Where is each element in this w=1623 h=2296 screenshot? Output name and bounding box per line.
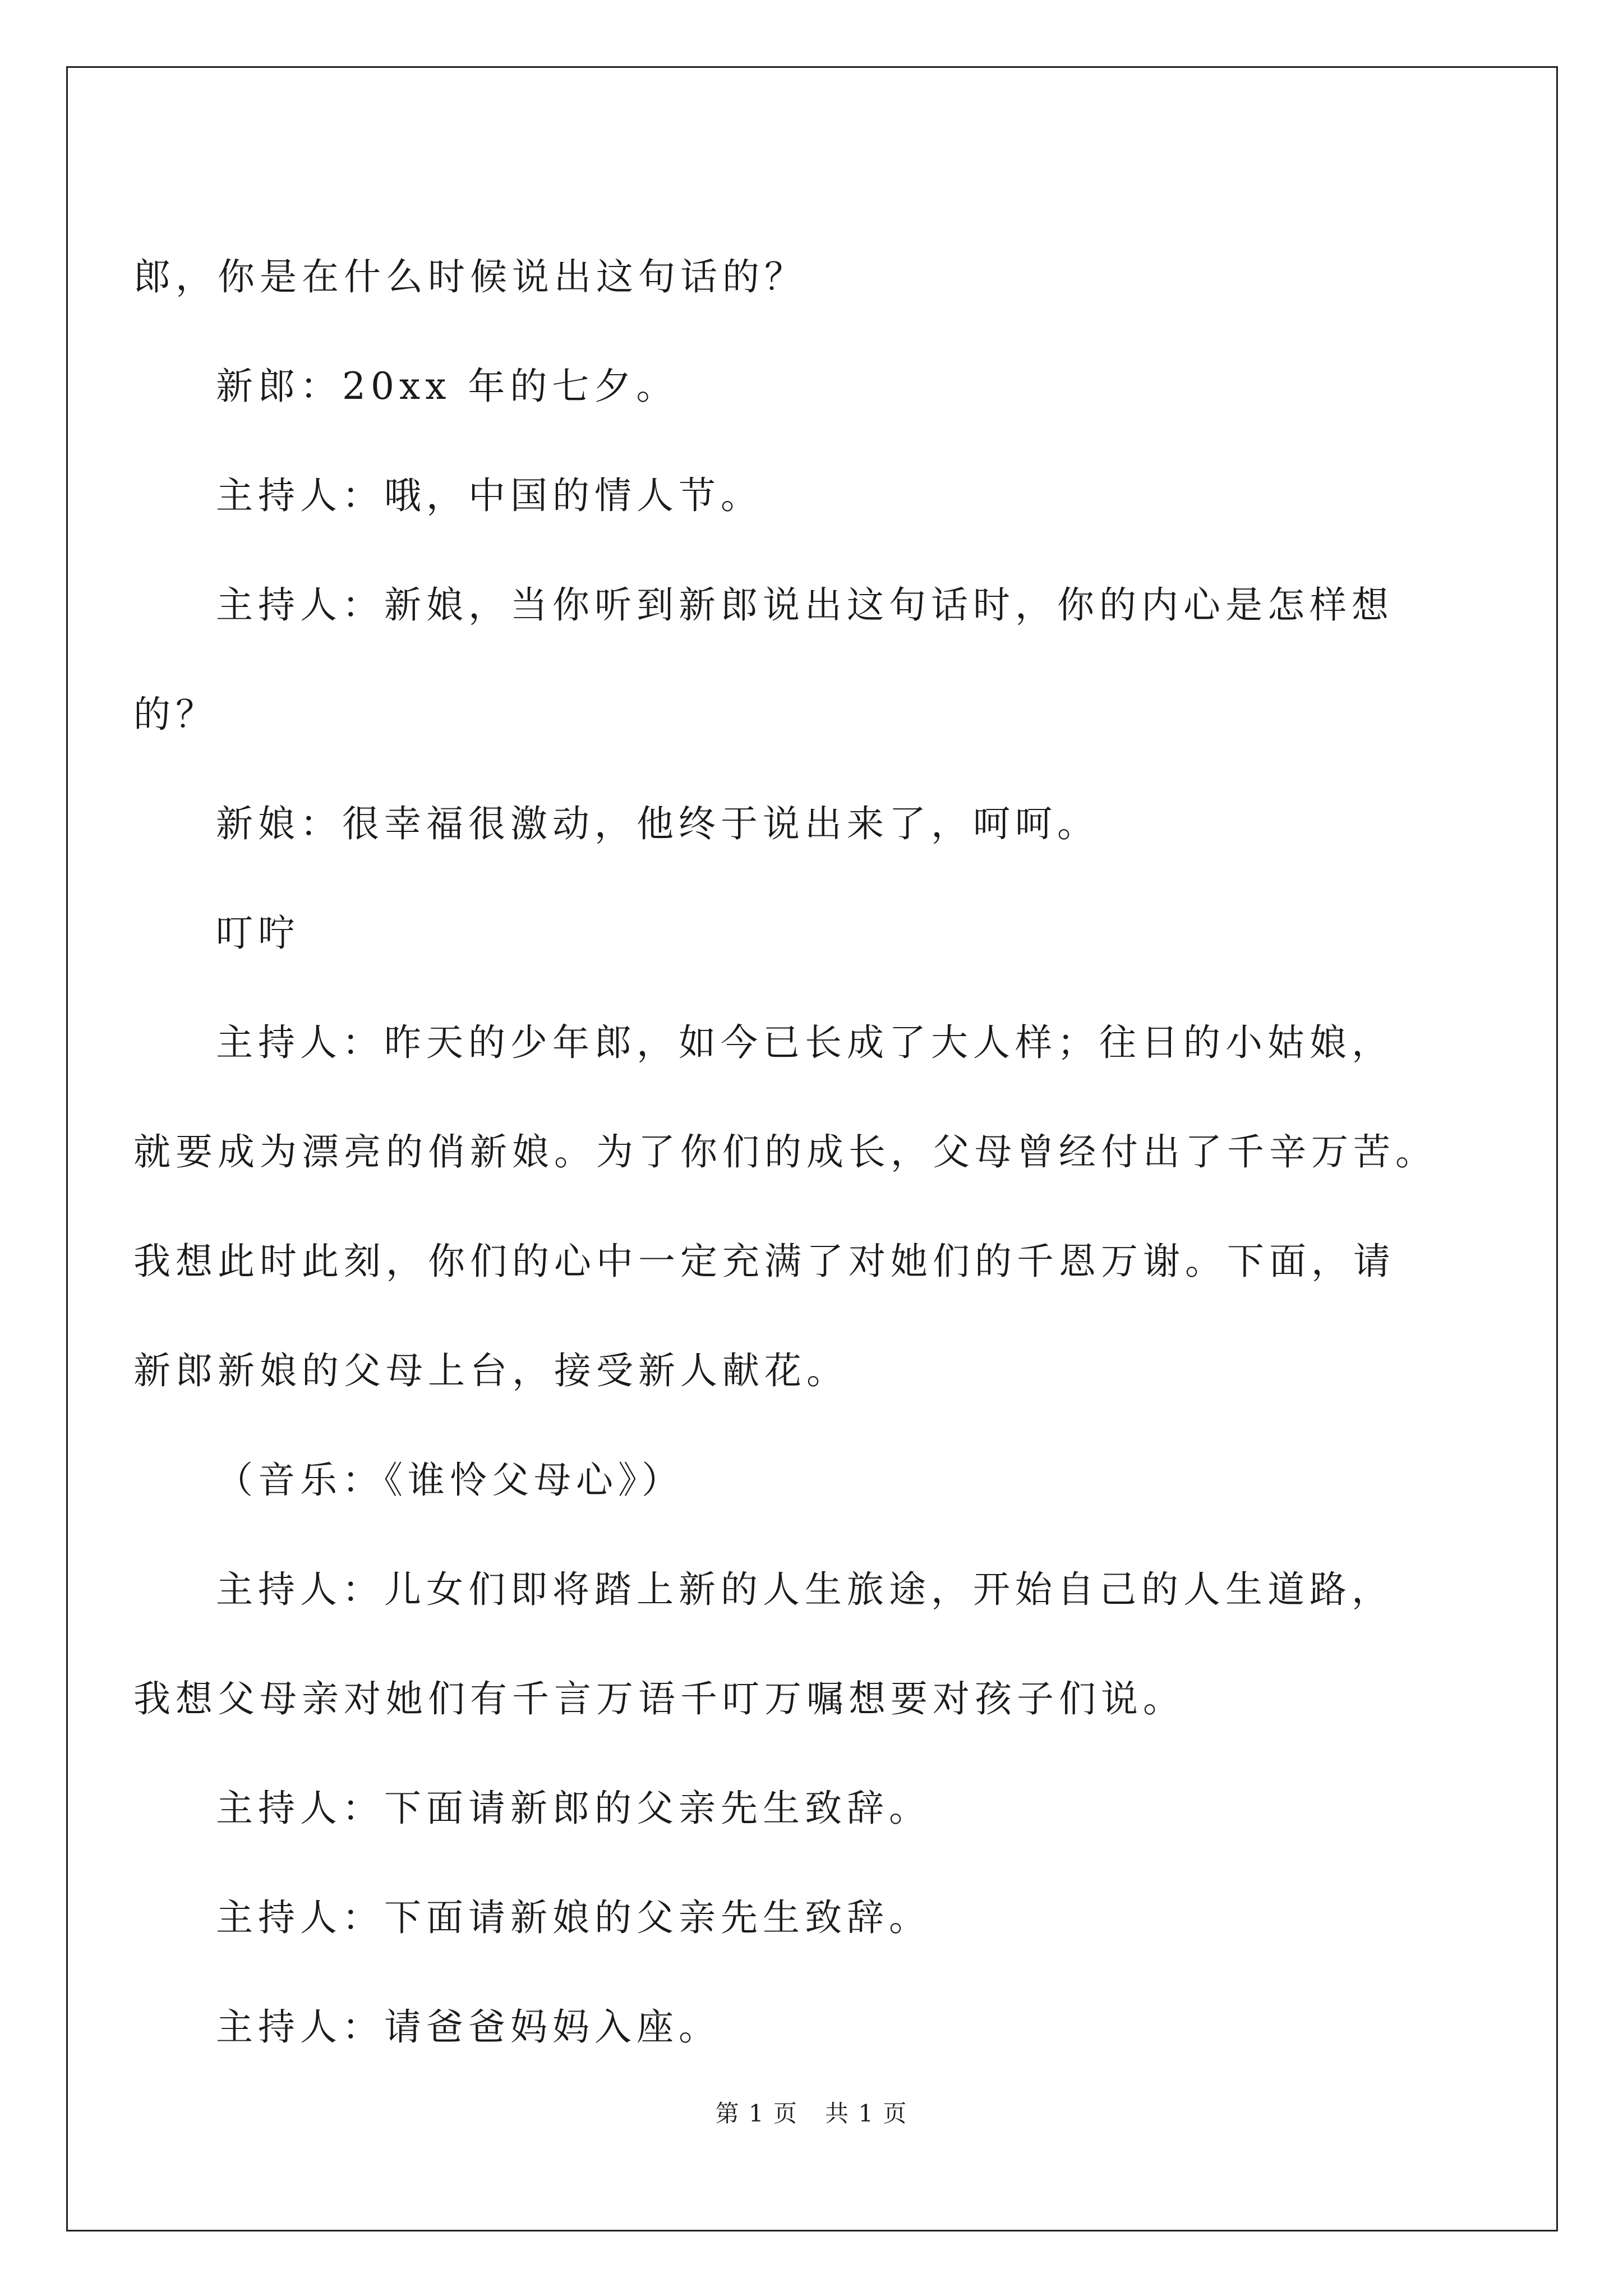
document-body bbox=[133, 222, 1491, 2082]
paragraph-line: 新郎：20xx 年的七夕。 bbox=[216, 365, 679, 408]
page-footer bbox=[0, 2095, 1623, 2129]
paragraph-line: 我想父母亲对她们有千言万语千叮万嘱想要对孩子们说。 bbox=[133, 1677, 1185, 1720]
paragraph-line: 主持人：下面请新郎的父亲先生致辞。 bbox=[216, 1787, 931, 1830]
page-number-total: 共 1 页 bbox=[825, 2100, 908, 2127]
paragraph-line: 主持人：请爸爸妈妈入座。 bbox=[216, 2005, 721, 2049]
paragraph-line: 主持人：下面请新娘的父亲先生致辞。 bbox=[216, 1896, 931, 1939]
paragraph-line: 主持人：新娘，当你听到新郎说出这句话时，你的内心是怎样想 bbox=[216, 583, 1394, 627]
paragraph-line: 主持人：哦，中国的情人节。 bbox=[216, 474, 763, 517]
paragraph-line: （音乐：《谁怜父母心》） bbox=[216, 1458, 684, 1502]
paragraph-line: 就要成为漂亮的俏新娘。为了你们的成长，父母曾经付出了千辛万苦。 bbox=[133, 1130, 1437, 1174]
paragraph-line: 新娘：很幸福很激动，他终于说出来了，呵呵。 bbox=[216, 802, 1099, 845]
paragraph-line: 郎，你是在什么时候说出这句话的？ bbox=[133, 255, 806, 298]
paragraph-line: 叮咛 bbox=[216, 912, 300, 955]
paragraph-line: 的？ bbox=[133, 693, 218, 736]
paragraph-line: 主持人：昨天的少年郎，如今已长成了大人样；往日的小姑娘， bbox=[216, 1021, 1394, 1064]
paragraph-line: 我想此时此刻，你们的心中一定充满了对她们的千恩万谢。下面，请 bbox=[133, 1240, 1395, 1283]
paragraph-line: 新郎新娘的父母上台，接受新人献花。 bbox=[133, 1349, 849, 1392]
page-number-current: 第 1 页 bbox=[715, 2100, 798, 2127]
paragraph-line: 主持人：儿女们即将踏上新的人生旅途，开始自己的人生道路， bbox=[216, 1568, 1394, 1611]
